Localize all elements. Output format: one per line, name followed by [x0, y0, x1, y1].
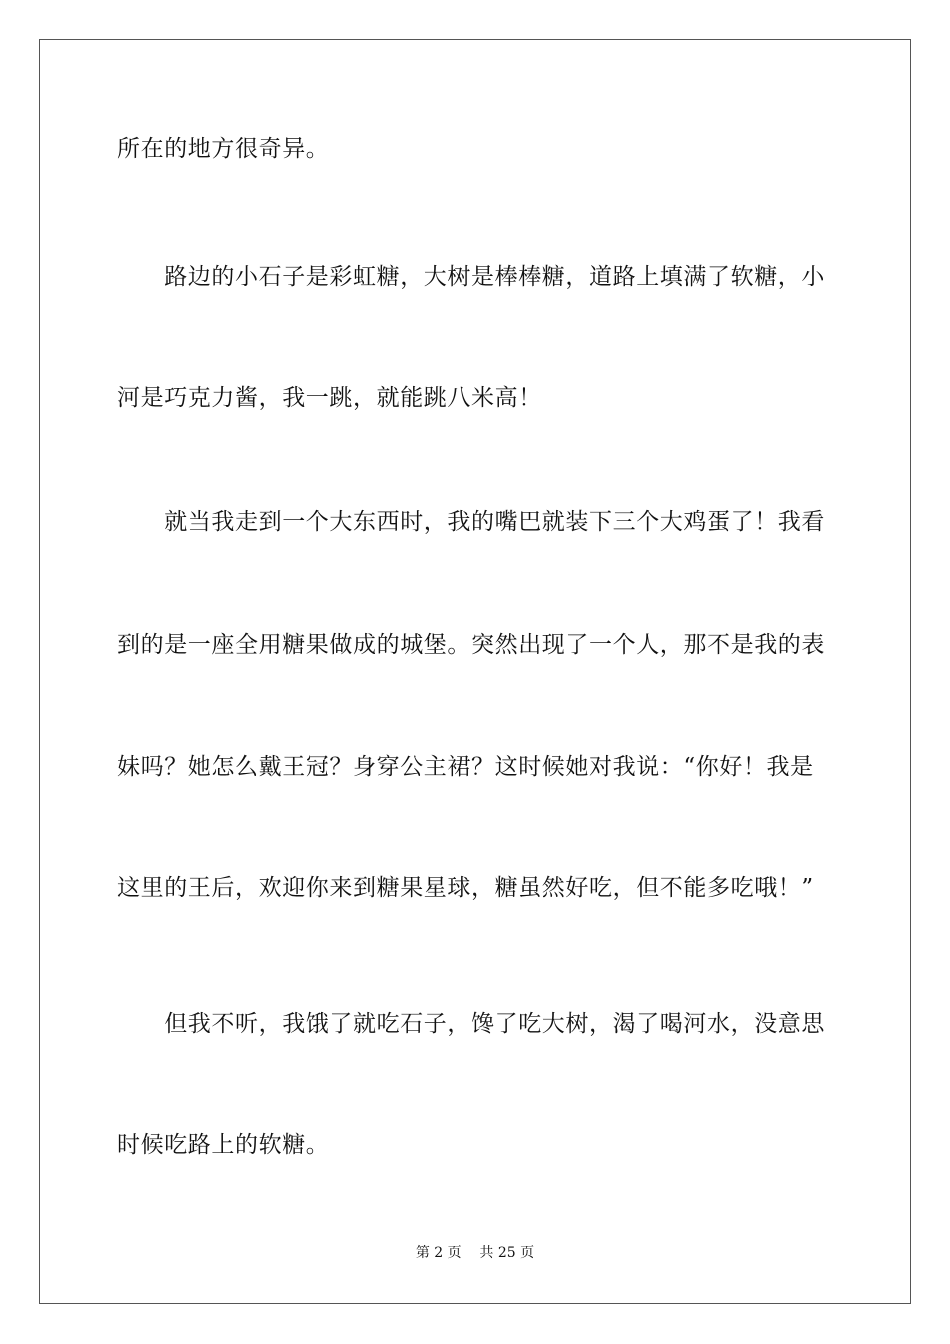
text-line: 时候吃路上的软糖。 — [117, 1132, 330, 1158]
text-line: 就当我走到一个大东西时，我的嘴巴就装下三个大鸡蛋了！我看 — [117, 509, 825, 535]
text-line: 路边的小石子是彩虹糖，大树是棒棒糖，道路上填满了软糖，小 — [117, 264, 825, 290]
page-border — [39, 39, 911, 1304]
text-line: 到的是一座全用糖果做成的城堡。突然出现了一个人，那不是我的表 — [117, 632, 825, 658]
text-line: 妹吗？她怎么戴王冠？身穿公主裙？这时候她对我说：“你好！我是 — [117, 754, 814, 780]
text-line: 所在的地方很奇异。 — [117, 136, 330, 162]
page-number-footer: 第 2 页 共 25 页 — [415, 1245, 535, 1261]
text-line: 河是巧克力酱，我一跳，就能跳八米高！ — [117, 385, 542, 411]
text-line: 这里的王后，欢迎你来到糖果星球，糖虽然好吃，但不能多吃哦！” — [117, 875, 814, 901]
text-line: 但我不听，我饿了就吃石子，馋了吃大树，渴了喝河水，没意思 — [117, 1011, 825, 1037]
